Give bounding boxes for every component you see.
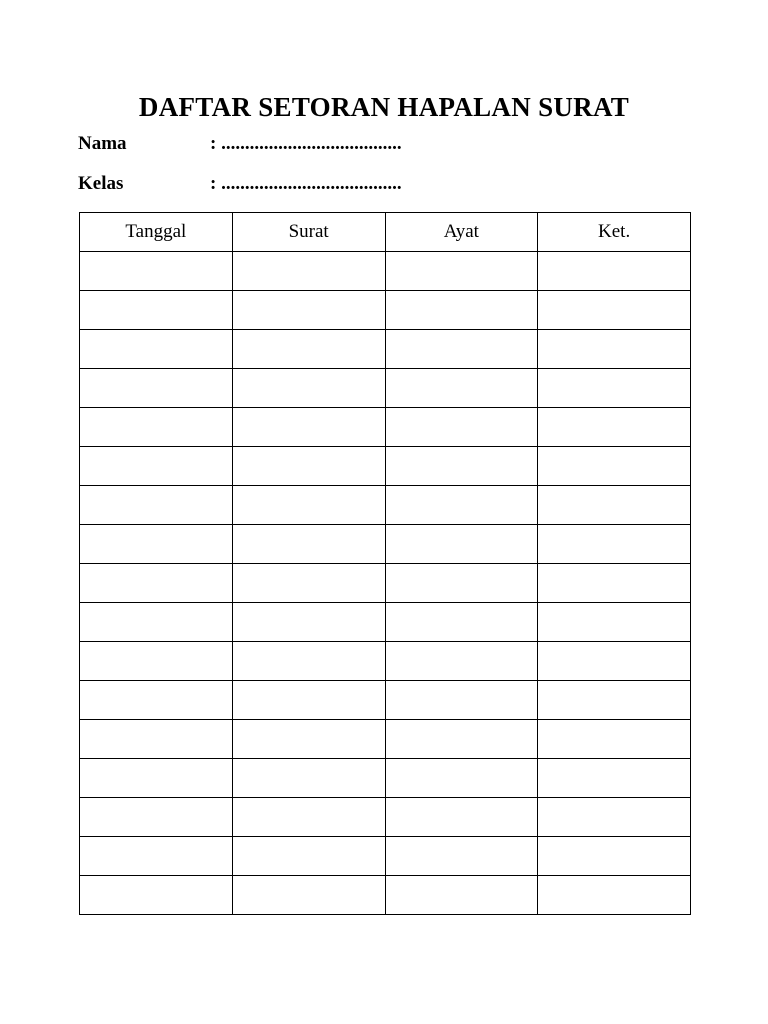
table-row xyxy=(80,525,691,564)
table-cell xyxy=(538,603,691,642)
table-cell xyxy=(538,486,691,525)
table-cell xyxy=(232,252,385,291)
table-row xyxy=(80,330,691,369)
table-cell xyxy=(385,642,538,681)
table-cell xyxy=(232,369,385,408)
table-cell xyxy=(232,603,385,642)
table-row xyxy=(80,720,691,759)
table-cell xyxy=(538,252,691,291)
table-cell xyxy=(385,291,538,330)
table-cell xyxy=(232,525,385,564)
header-tanggal: Tanggal xyxy=(80,213,233,252)
table-cell xyxy=(80,876,233,915)
table-cell xyxy=(232,681,385,720)
table-cell xyxy=(232,720,385,759)
field-nama-label: Nama xyxy=(78,133,127,154)
table-cell xyxy=(538,837,691,876)
table-row xyxy=(80,642,691,681)
table-cell xyxy=(538,291,691,330)
table-cell xyxy=(80,681,233,720)
field-nama xyxy=(78,132,402,156)
field-kelas-label: Kelas xyxy=(78,173,124,194)
table-header-row xyxy=(80,213,691,252)
header-surat: Surat xyxy=(232,213,385,252)
table-cell xyxy=(385,564,538,603)
table-cell xyxy=(80,291,233,330)
table-cell xyxy=(385,330,538,369)
table-body xyxy=(80,252,691,915)
table-cell xyxy=(80,369,233,408)
table-cell xyxy=(538,720,691,759)
table-cell xyxy=(538,447,691,486)
table-row xyxy=(80,252,691,291)
table-cell xyxy=(385,525,538,564)
table-row xyxy=(80,447,691,486)
table-cell xyxy=(232,408,385,447)
table-row xyxy=(80,369,691,408)
table-cell xyxy=(385,837,538,876)
table-row xyxy=(80,564,691,603)
table-cell xyxy=(385,408,538,447)
table-row xyxy=(80,603,691,642)
table-cell xyxy=(385,798,538,837)
table-cell xyxy=(232,759,385,798)
table-cell xyxy=(538,564,691,603)
table-cell xyxy=(232,876,385,915)
table-cell xyxy=(538,330,691,369)
table-cell xyxy=(538,642,691,681)
table-cell xyxy=(385,369,538,408)
table-cell xyxy=(538,525,691,564)
table-cell xyxy=(538,876,691,915)
table-cell xyxy=(80,642,233,681)
table-cell xyxy=(385,759,538,798)
table-cell xyxy=(385,603,538,642)
table-cell xyxy=(80,486,233,525)
table-cell xyxy=(385,720,538,759)
table-row xyxy=(80,798,691,837)
table-cell xyxy=(80,408,233,447)
table-row xyxy=(80,876,691,915)
table-cell xyxy=(80,837,233,876)
table-cell xyxy=(232,642,385,681)
table-cell xyxy=(80,759,233,798)
table-cell xyxy=(538,408,691,447)
hafalan-table xyxy=(79,212,691,915)
table-cell xyxy=(232,291,385,330)
header-ayat: Ayat xyxy=(385,213,538,252)
table-cell xyxy=(385,447,538,486)
table-row xyxy=(80,291,691,330)
table-cell xyxy=(80,798,233,837)
table-row xyxy=(80,681,691,720)
table-cell xyxy=(232,798,385,837)
table-cell xyxy=(232,486,385,525)
field-kelas-value: : ...................................... xyxy=(210,173,402,194)
table-cell xyxy=(385,681,538,720)
table-row xyxy=(80,837,691,876)
table-cell xyxy=(80,447,233,486)
table-cell xyxy=(538,681,691,720)
table-row xyxy=(80,408,691,447)
header-ket: Ket. xyxy=(538,213,691,252)
table-cell xyxy=(538,798,691,837)
table-cell xyxy=(232,330,385,369)
table-cell xyxy=(538,759,691,798)
table-cell xyxy=(538,369,691,408)
table-cell xyxy=(385,876,538,915)
field-nama-value: : ...................................... xyxy=(210,133,402,154)
table-cell xyxy=(80,564,233,603)
table-row xyxy=(80,759,691,798)
table-cell xyxy=(80,720,233,759)
table-cell xyxy=(385,486,538,525)
table-cell xyxy=(232,447,385,486)
table-row xyxy=(80,486,691,525)
field-kelas xyxy=(78,172,402,196)
table-cell xyxy=(80,252,233,291)
table-cell xyxy=(80,525,233,564)
table-cell xyxy=(232,564,385,603)
table-cell xyxy=(80,330,233,369)
table-cell xyxy=(232,837,385,876)
table-cell xyxy=(385,252,538,291)
document-title: DAFTAR SETORAN HAPALAN SURAT xyxy=(138,92,630,123)
table-cell xyxy=(80,603,233,642)
